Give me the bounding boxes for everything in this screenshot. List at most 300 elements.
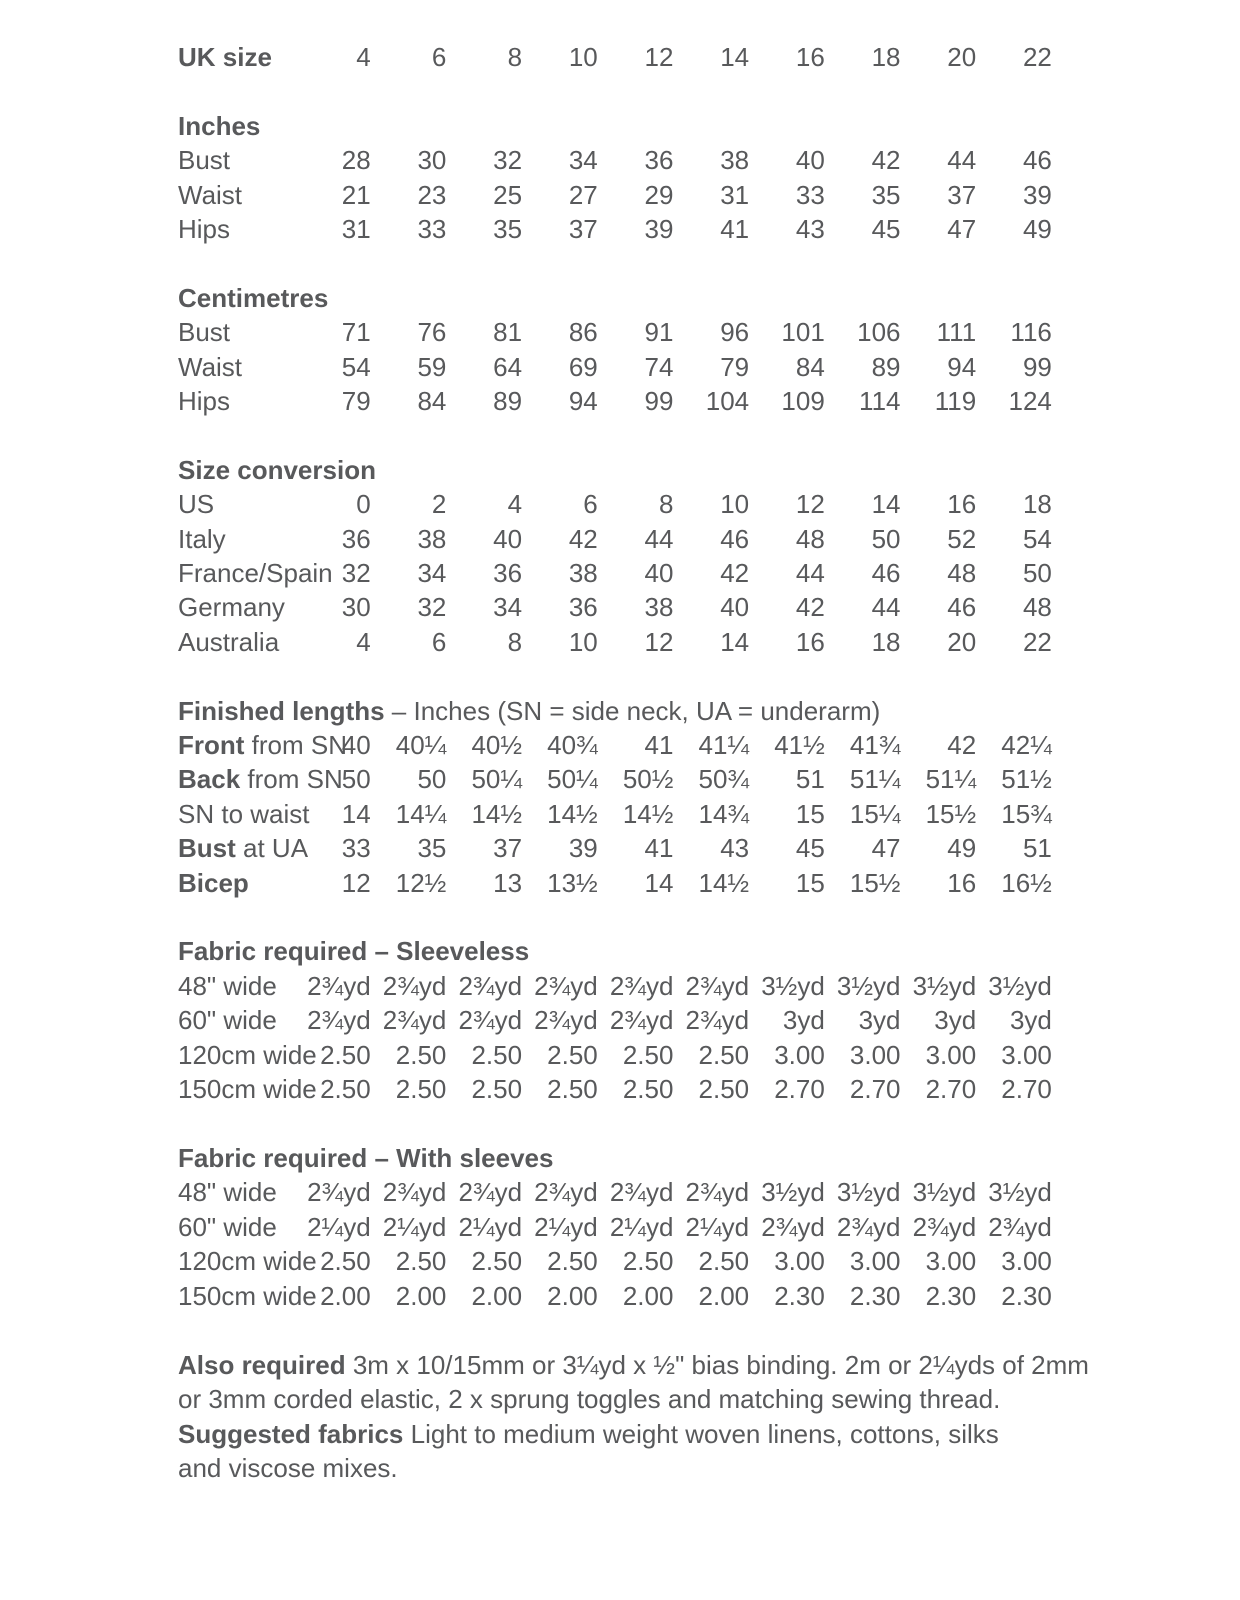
cell-value: 14½ — [547, 798, 598, 829]
cell-value: 84 — [795, 351, 825, 382]
cell-value: 2¼yd — [307, 1211, 371, 1242]
section-title-text: – Inches (SN = side neck, UA = underarm) — [384, 695, 881, 726]
row-label — [178, 40, 295, 74]
cell-value: 41 — [720, 214, 750, 245]
cell-value: 6 — [431, 626, 447, 657]
row-label — [178, 315, 295, 349]
cell-value: 18 — [1022, 489, 1052, 520]
cell-value: 14 — [871, 489, 901, 520]
cell-value: 4 — [356, 42, 371, 72]
cell-value: 79 — [720, 351, 750, 382]
cell-value: 3½yd — [912, 1177, 977, 1208]
cell-value: 20 — [947, 42, 977, 72]
cell-value: 2¾yd — [609, 1005, 674, 1036]
cell-value: 109 — [781, 386, 825, 417]
cell-value: 3yd — [934, 1005, 977, 1036]
cell-value: 31 — [341, 214, 371, 245]
cell-value: 44 — [947, 145, 977, 176]
cell-value: 12 — [341, 867, 371, 898]
cell-value: 46 — [720, 523, 750, 554]
footer-line — [178, 1451, 1108, 1485]
cell-value: 34 — [417, 558, 447, 589]
cell-value: 41 — [644, 730, 674, 761]
cell-value: 3½yd — [988, 970, 1052, 1001]
cell-value: 2¼yd — [685, 1211, 750, 1242]
row-label — [178, 1244, 317, 1278]
cell-value: 2.50 — [547, 1246, 598, 1277]
cell-value: 40 — [493, 523, 523, 554]
cell-value: 2.50 — [547, 1074, 598, 1105]
section-title — [178, 934, 1108, 968]
cell-value: 3yd — [1009, 1005, 1052, 1036]
cell-value: 36 — [568, 592, 598, 623]
cell-value: 69 — [568, 351, 598, 382]
cell-value: 15½ — [925, 798, 977, 829]
cell-value: 3.00 — [774, 1246, 825, 1277]
cell-value: 2.50 — [698, 1039, 750, 1070]
cell-value: 2¾yd — [685, 1177, 750, 1208]
cell-value: 16 — [947, 489, 977, 520]
cell-value: 2.70 — [849, 1074, 901, 1105]
cell-value: 2¾yd — [836, 1211, 901, 1242]
table-row — [178, 522, 1108, 556]
cell-value: 35 — [493, 214, 523, 245]
cell-value: 3.00 — [774, 1039, 825, 1070]
row-label-text: SN to waist — [178, 798, 310, 829]
cell-value: 2¾yd — [761, 1211, 825, 1242]
row-label-text: 150cm wide — [178, 1074, 317, 1105]
table-row — [178, 762, 1108, 796]
row-label — [178, 1072, 317, 1106]
cell-value: 50 — [417, 764, 447, 795]
cell-value: 37 — [493, 833, 523, 864]
cell-value: 38 — [720, 145, 750, 176]
cell-value: 52 — [947, 523, 977, 554]
cell-value: 46 — [871, 558, 901, 589]
row-label-text: France/Spain — [178, 558, 333, 589]
cell-value: 0 — [356, 489, 371, 520]
cell-value: 15¼ — [849, 798, 901, 829]
cell-value: 116 — [1010, 317, 1052, 348]
row-label-text: 48" wide — [178, 970, 277, 1001]
cell-value: 45 — [795, 833, 825, 864]
cell-value: 44 — [644, 523, 674, 554]
cell-value: 10 — [568, 42, 598, 72]
table-row — [178, 728, 1108, 762]
cell-value: 2.00 — [698, 1280, 750, 1311]
cell-value: 2.30 — [925, 1280, 977, 1311]
row-label-bold: Bicep — [178, 867, 249, 898]
cell-value: 3½yd — [761, 970, 825, 1001]
cell-value: 40 — [341, 730, 371, 761]
cell-value: 35 — [871, 179, 901, 210]
footer-line — [178, 1417, 1108, 1451]
row-label-text: 120cm wide — [178, 1246, 317, 1277]
cell-value: 2.00 — [622, 1280, 674, 1311]
cell-value: 2¾yd — [685, 1005, 750, 1036]
row-label-bold: UK size — [178, 42, 272, 72]
section-title-bold: Fabric required – With sleeves — [178, 1142, 554, 1173]
cell-value: 111 — [936, 317, 977, 348]
cell-value: 37 — [568, 214, 598, 245]
cell-value: 6 — [583, 489, 598, 520]
cell-value: 15 — [795, 798, 825, 829]
cell-value: 15¾ — [1001, 798, 1052, 829]
cell-value: 20 — [947, 626, 977, 657]
cell-value: 41¾ — [849, 730, 901, 761]
cell-value: 48 — [947, 558, 977, 589]
section-title-bold: Inches — [178, 110, 261, 141]
row-label — [178, 178, 295, 212]
cell-value: 38 — [417, 523, 447, 554]
table-row — [178, 350, 1108, 384]
cell-value: 29 — [644, 179, 674, 210]
cell-value: 49 — [947, 833, 977, 864]
cell-value: 2¼yd — [382, 1211, 447, 1242]
row-label-text: 120cm wide — [178, 1039, 317, 1070]
table-row — [178, 1003, 1108, 1037]
cell-value: 2.70 — [925, 1074, 977, 1105]
row-label-bold: Front — [178, 730, 245, 761]
cell-value: 35 — [417, 833, 447, 864]
cell-value: 89 — [493, 386, 523, 417]
footer-notes — [178, 1348, 1108, 1486]
cell-value: 50 — [871, 523, 901, 554]
cell-value: 2¾yd — [534, 970, 598, 1001]
cell-value: 50 — [341, 764, 371, 795]
table-row — [178, 315, 1108, 349]
cell-value: 89 — [871, 351, 901, 382]
cell-value: 36 — [341, 523, 371, 554]
cell-value: 99 — [1022, 351, 1052, 382]
cell-value: 59 — [417, 351, 447, 382]
cell-value: 40 — [720, 592, 750, 623]
cell-value: 2¼yd — [534, 1211, 598, 1242]
cell-value: 41½ — [774, 730, 825, 761]
cell-value: 50½ — [622, 764, 674, 795]
cell-value: 2.50 — [698, 1246, 750, 1277]
section-title-bold: Size conversion — [178, 454, 376, 485]
row-label — [178, 522, 295, 556]
cell-value: 21 — [341, 179, 371, 210]
cell-value: 99 — [644, 386, 674, 417]
row-label — [178, 831, 309, 865]
cell-value: 32 — [341, 558, 371, 589]
cell-value: 3.00 — [1001, 1246, 1052, 1277]
cell-value: 48 — [1022, 592, 1052, 623]
cell-value: 41¼ — [698, 730, 750, 761]
cell-value: 2¼yd — [458, 1211, 523, 1242]
cell-value: 3.00 — [925, 1246, 977, 1277]
row-label — [178, 1003, 295, 1037]
cell-value: 15 — [795, 867, 825, 898]
cell-value: 6 — [431, 42, 447, 72]
cell-value: 2.50 — [320, 1246, 371, 1277]
cell-value: 104 — [705, 386, 750, 417]
cell-value: 2 — [431, 489, 447, 520]
cell-value: 2.00 — [395, 1280, 447, 1311]
row-label — [178, 384, 295, 418]
cell-value: 2.70 — [1001, 1074, 1052, 1105]
cell-value: 54 — [341, 351, 371, 382]
section-title-bold: Fabric required – Sleeveless — [178, 936, 530, 967]
cell-value: 14 — [720, 42, 750, 72]
cell-value: 23 — [417, 179, 447, 210]
cell-value: 46 — [1022, 145, 1052, 176]
row-label-text: Italy — [178, 523, 226, 554]
cell-value: 50¼ — [471, 764, 523, 795]
cell-value: 8 — [507, 626, 523, 657]
cell-value: 42¼ — [1001, 730, 1052, 761]
cell-value: 47 — [871, 833, 901, 864]
cell-value: 76 — [417, 317, 447, 348]
cell-value: 51¼ — [849, 764, 901, 795]
cell-value: 28 — [341, 145, 371, 176]
cell-value: 2.50 — [395, 1074, 447, 1105]
cell-value: 14 — [341, 798, 371, 829]
cell-value: 36 — [493, 558, 523, 589]
cell-value: 50 — [1022, 558, 1052, 589]
cell-value: 25 — [493, 179, 523, 210]
row-label — [178, 143, 295, 177]
table-row — [178, 1279, 1108, 1313]
cell-value: 2.50 — [622, 1074, 674, 1105]
row-label — [178, 590, 295, 624]
cell-value: 14 — [644, 867, 674, 898]
row-label — [178, 1210, 295, 1244]
table-row — [178, 625, 1108, 659]
footer-line-bold: Suggested fabrics — [178, 1418, 404, 1449]
cell-value: 2¾yd — [382, 1005, 447, 1036]
table-row — [178, 969, 1108, 1003]
cell-value: 18 — [871, 626, 901, 657]
cell-value: 33 — [417, 214, 447, 245]
table-row — [178, 143, 1108, 177]
row-label — [178, 1038, 317, 1072]
table-row — [178, 178, 1108, 212]
cell-value: 50¾ — [698, 764, 750, 795]
cell-value: 3½yd — [761, 1177, 825, 1208]
section-title — [178, 1141, 1108, 1175]
cell-value: 40¾ — [547, 730, 598, 761]
cell-value: 2.50 — [395, 1246, 447, 1277]
cell-value: 22 — [1022, 42, 1052, 72]
cell-value: 34 — [568, 145, 598, 176]
cell-value: 40 — [795, 145, 825, 176]
cell-value: 2¾yd — [307, 970, 371, 1001]
cell-value: 3½yd — [836, 1177, 901, 1208]
cell-value: 51 — [1022, 833, 1052, 864]
cell-value: 3.00 — [849, 1246, 901, 1277]
cell-value: 45 — [871, 214, 901, 245]
cell-value: 3½yd — [988, 1177, 1052, 1208]
cell-value: 39 — [644, 214, 674, 245]
cell-value: 86 — [568, 317, 598, 348]
section-title-bold: Finished lengths — [178, 695, 385, 726]
cell-value: 51 — [795, 764, 825, 795]
cell-value: 31 — [720, 179, 750, 210]
cell-value: 14½ — [471, 798, 523, 829]
cell-value: 42 — [947, 730, 977, 761]
cell-value: 47 — [947, 214, 977, 245]
row-label — [178, 1175, 295, 1209]
cell-value: 2¾yd — [534, 1177, 598, 1208]
cell-value: 2¾yd — [609, 1177, 674, 1208]
row-label — [178, 728, 347, 762]
cell-value: 2¾yd — [912, 1211, 977, 1242]
row-label — [178, 1279, 317, 1313]
cell-value: 51¼ — [925, 764, 977, 795]
cell-value: 2.50 — [320, 1074, 371, 1105]
cell-value: 2¾yd — [307, 1005, 371, 1036]
row-label — [178, 866, 295, 900]
cell-value: 36 — [644, 145, 674, 176]
cell-value: 2.50 — [622, 1246, 674, 1277]
cell-value: 30 — [341, 592, 371, 623]
table-row — [178, 1244, 1108, 1278]
footer-line-text: and viscose mixes. — [178, 1453, 398, 1484]
cell-value: 15½ — [849, 867, 901, 898]
size-chart-document — [178, 40, 1108, 1486]
row-label — [178, 350, 295, 384]
cell-value: 34 — [493, 592, 523, 623]
cell-value: 2¾yd — [458, 1177, 523, 1208]
cell-value: 2.50 — [622, 1039, 674, 1070]
row-label — [178, 212, 295, 246]
cell-value: 94 — [568, 386, 598, 417]
table-row — [178, 1175, 1108, 1209]
table-row — [178, 384, 1108, 418]
cell-value: 27 — [568, 179, 598, 210]
cell-value: 2¾yd — [988, 1211, 1052, 1242]
row-label-text: 48" wide — [178, 1177, 277, 1208]
cell-value: 41 — [644, 833, 674, 864]
cell-value: 13 — [493, 867, 523, 898]
cell-value: 18 — [871, 42, 901, 72]
row-label-text: Germany — [178, 592, 285, 623]
cell-value: 14½ — [622, 798, 674, 829]
cell-value: 10 — [568, 626, 598, 657]
cell-value: 2¾yd — [307, 1177, 371, 1208]
row-label — [178, 797, 310, 831]
cell-value: 2¾yd — [685, 970, 750, 1001]
cell-value: 2.50 — [395, 1039, 447, 1070]
row-label-text: from SN — [240, 764, 343, 795]
row-label-bold: Back — [178, 764, 241, 795]
cell-value: 12 — [644, 42, 674, 72]
cell-value: 2.50 — [698, 1074, 750, 1105]
table-row — [178, 1210, 1108, 1244]
cell-value: 14¼ — [395, 798, 447, 829]
cell-value: 48 — [795, 523, 825, 554]
cell-value: 4 — [507, 489, 523, 520]
cell-value: 42 — [568, 523, 598, 554]
footer-line — [178, 1382, 1108, 1416]
cell-value: 12 — [644, 626, 674, 657]
cell-value: 43 — [795, 214, 825, 245]
cell-value: 16 — [947, 867, 977, 898]
row-label-text: at UA — [235, 833, 309, 864]
cell-value: 2.00 — [547, 1280, 598, 1311]
footer-line-text: or 3mm corded elastic, 2 x sprung toggles and matching sewing thread. — [178, 1384, 1001, 1415]
cell-value: 106 — [857, 317, 901, 348]
cell-value: 10 — [720, 489, 750, 520]
section-title — [178, 453, 1108, 487]
cell-value: 16 — [795, 626, 825, 657]
cell-value: 40½ — [471, 730, 523, 761]
cell-value: 12 — [795, 489, 825, 520]
cell-value: 2.50 — [471, 1074, 523, 1105]
cell-value: 33 — [795, 179, 825, 210]
table-row — [178, 797, 1108, 831]
footer-line-text: 3m x 10/15mm or 3¼yd x ½" bias binding. 2m or 2¼yds of 2mm — [345, 1349, 1089, 1380]
cell-value: 101 — [781, 317, 825, 348]
cell-value: 32 — [417, 592, 447, 623]
cell-value: 2.50 — [471, 1039, 523, 1070]
row-label-text: Bust — [178, 145, 231, 176]
row-label — [178, 556, 333, 590]
cell-value: 44 — [795, 558, 825, 589]
cell-value: 40 — [644, 558, 674, 589]
cell-value: 42 — [795, 592, 825, 623]
row-label-text: 150cm wide — [178, 1280, 317, 1311]
footer-line — [178, 1348, 1108, 1382]
cell-value: 2¾yd — [609, 970, 674, 1001]
cell-value: 14 — [720, 626, 750, 657]
table-row — [178, 831, 1108, 865]
cell-value: 8 — [507, 42, 523, 72]
row-label-text: Hips — [178, 214, 231, 245]
table-row — [178, 866, 1108, 900]
cell-value: 16 — [795, 42, 825, 72]
cell-value: 42 — [720, 558, 750, 589]
row-label-text: from SN — [244, 730, 347, 761]
cell-value: 71 — [341, 317, 371, 348]
row-label — [178, 969, 295, 1003]
cell-value: 2.30 — [849, 1280, 901, 1311]
section-title — [178, 281, 1108, 315]
cell-value: 94 — [947, 351, 977, 382]
cell-value: 3.00 — [1001, 1039, 1052, 1070]
row-label-bold: Bust — [178, 833, 236, 864]
table-row — [178, 556, 1108, 590]
cell-value: 3.00 — [849, 1039, 901, 1070]
cell-value: 39 — [568, 833, 598, 864]
cell-value: 13½ — [547, 867, 598, 898]
cell-value: 91 — [644, 317, 674, 348]
table-row — [178, 487, 1108, 521]
cell-value: 46 — [947, 592, 977, 623]
cell-value: 3.00 — [925, 1039, 977, 1070]
cell-value: 43 — [720, 833, 750, 864]
cell-value: 38 — [644, 592, 674, 623]
cell-value: 2¾yd — [382, 1177, 447, 1208]
cell-value: 2.70 — [774, 1074, 825, 1105]
table-row — [178, 1038, 1108, 1072]
cell-value: 2¾yd — [534, 1005, 598, 1036]
footer-line-text: Light to medium weight woven linens, cottons, silks — [403, 1418, 999, 1449]
cell-value: 2.00 — [471, 1280, 523, 1311]
cell-value: 42 — [871, 145, 901, 176]
cell-value: 14¾ — [698, 798, 750, 829]
cell-value: 2¾yd — [458, 1005, 523, 1036]
row-label-text: Hips — [178, 386, 231, 417]
cell-value: 124 — [1008, 386, 1052, 417]
cell-value: 14½ — [698, 867, 750, 898]
cell-value: 3½yd — [836, 970, 901, 1001]
cell-value: 3yd — [782, 1005, 825, 1036]
size-header-row — [178, 40, 1108, 74]
